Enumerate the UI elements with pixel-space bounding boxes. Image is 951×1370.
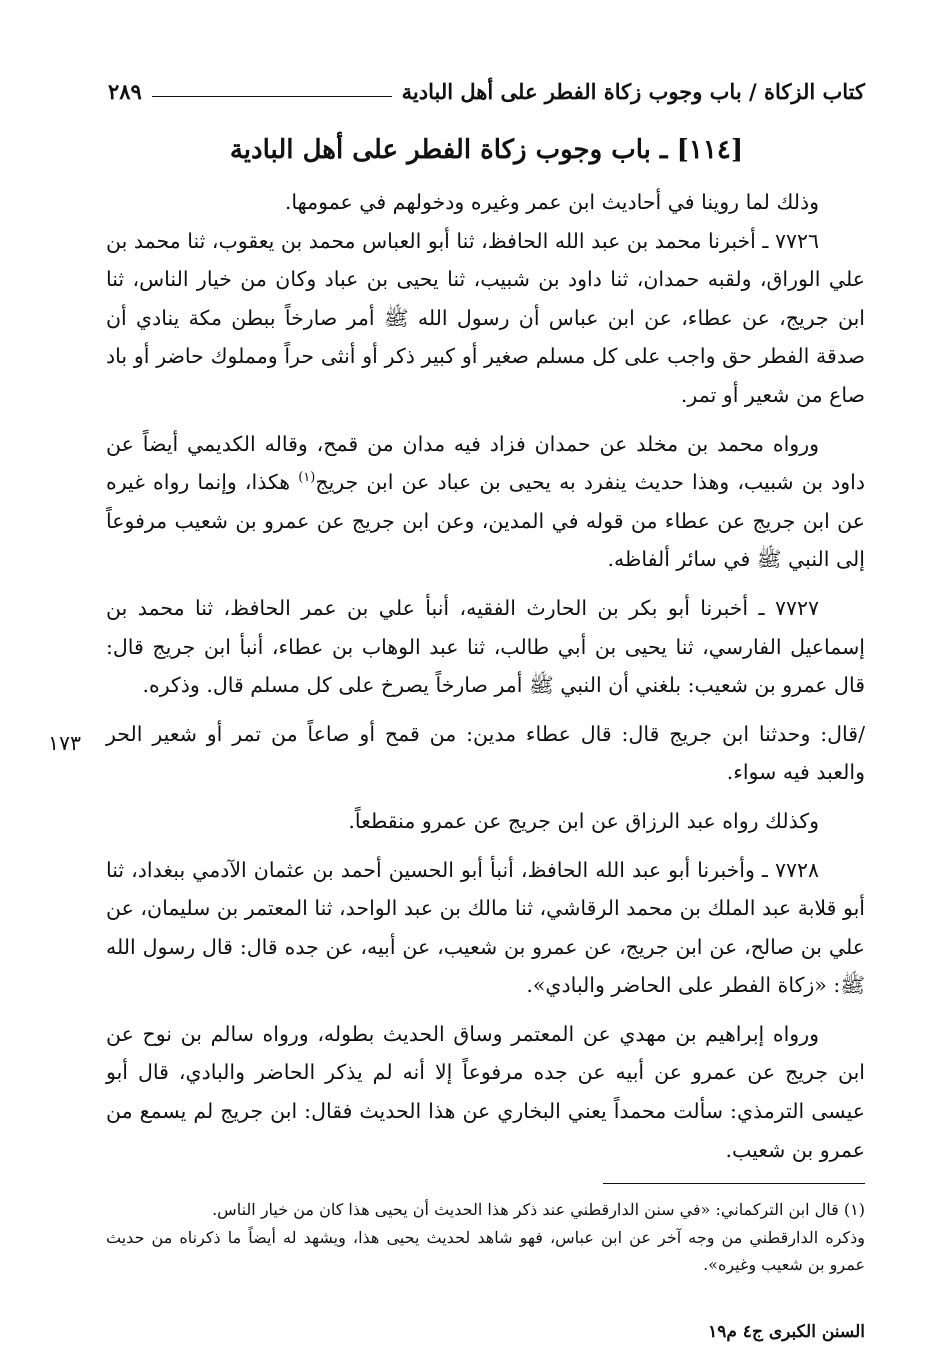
footnote-separator [603,1183,865,1184]
footnote-1-line-1: (١) قال ابن التركماني: «في سنن الدارقطني عند ذكر هذا الحديث أن يحيى هذا كان من خيار الناس. [212,1200,865,1219]
paragraph-commentary-1 [106,425,865,579]
commentary-1-part-b: هكذا، وإنما رواه غيره عن ابن جريج عن عطاء من قوله في المدين، وعن ابن جريج عن عمرو بن شعيب مرفوعاً إلى النبي ﷺ في سائر ألفاظه. [106,470,865,572]
signature-mark: السنن الكبرى ج٤ م١٩ [708,1322,865,1342]
paragraph-commentary-2: ورواه إبراهيم بن مهدي عن المعتمر وساق الحديث بطوله، ورواه سالم بن نوح عن ابن جريج عن عمرو عن أبيه عن جده مرفوعاً إلا أنه لم يذكر الحاضر والبادي، قال أبو عيسى الترمذي: سألت محمداً يعني البخاري عن هذا الحديث فقال: ابن جريج لم يسمع من عمرو بن شعيب. [106,1021,865,1162]
paragraph-intro: وذلك لما روينا في أحاديث ابن عمر وغيره ودخولهم في عمومها. [284,190,819,214]
hadith-7727: ٧٧٢٧ ـ أخبرنا أبو بكر بن الحارث الفقيه، أنبأ علي بن عمر الحافظ، ثنا محمد بن إسماعيل الفارسي، ثنا يحيى بن أبي طالب، ثنا عبد الوهاب بن عطاء، أنبأ ابن جريج قال: قال عمرو بن شعيب: بلغني أن النبي ﷺ أمر صارخاً يصرخ على كل مسلم قال. وذكره. [106,595,865,698]
hadith-7728: ٧٧٢٨ ـ وأخبرنا أبو عبد الله الحافظ، أنبأ أبو الحسين أحمد بن عثمان الآدمي ببغداد، ثنا أبو قلابة عبد الملك بن محمد الرقاشي، ثنا مالك بن عبد الواحد، ثنا المعتمر بن سليمان، عن علي بن صالح، عن ابن جريج، عن عمرو بن شعيب، عن أبيه، عن جده قال: قال رسول الله ﷺ: «زكاة الفطر على الحاضر والبادي». [106,857,865,998]
hadith-7726: ٧٧٢٦ ـ أخبرنا محمد بن عبد الله الحافظ، ثنا أبو العباس محمد بن يعقوب، ثنا محمد بن علي الوراق، ولقبه حمدان، ثنا داود بن شبيب، ثنا يحيى بن عباد وكان من خيار الناس، ثنا ابن جريج، عن عطاء، عن ابن عباس أن رسول الله ﷺ أمر صارخاً ببطن مكة ينادي أن صدقة الفطر حق واجب على كل مسلم صغير أو كبير ذكر أو أنثى حراً ومملوك حاضر أو باد صاع من شعير أو تمر. [106,228,865,407]
paragraph-abd-al-razzaq: وكذلك رواه عبد الرزاق عن ابن جريج عن عمرو منقطعاً. [348,808,819,833]
page-number: ٢٨٩ [108,78,142,104]
margin-page-reference: ١٧٣ [48,731,82,755]
footnote-1-line-2: وذكره الدارقطني من وجه آخر عن ابن عباس، فهو شاهد لحديث يحيى هذا، ويشهد له أيضاً ما ذكرناه من حديث عمرو بن شعيب وغيره». [106,1227,865,1274]
footnote-reference[interactable]: (١) [298,470,316,486]
commentary-1-part-a: ورواه محمد بن مخلد عن حمدان فزاد فيه مدان من قمح، وقاله الكديمي أيضاً عن داود بن شبيب، وهذا حديث ينفرد به يحيى بن عباد عن ابن جريج [106,431,865,495]
running-header [108,74,865,108]
body-text [106,183,865,1169]
header-rule [152,96,392,97]
chapter-title: [١١٤] ـ باب وجوب زكاة الفطر على أهل البادية [229,135,744,165]
paragraph-continuation: /قال: وحدثنا ابن جريج قال: قال عطاء مدين: من قمح أو صاعاً من تمر أو شعير الحر والعبد فيه سواء. [106,721,865,785]
footnotes [106,1196,865,1279]
running-header-title: كتاب الزكاة / باب وجوب زكاة الفطر على أهل البادية [401,78,865,104]
